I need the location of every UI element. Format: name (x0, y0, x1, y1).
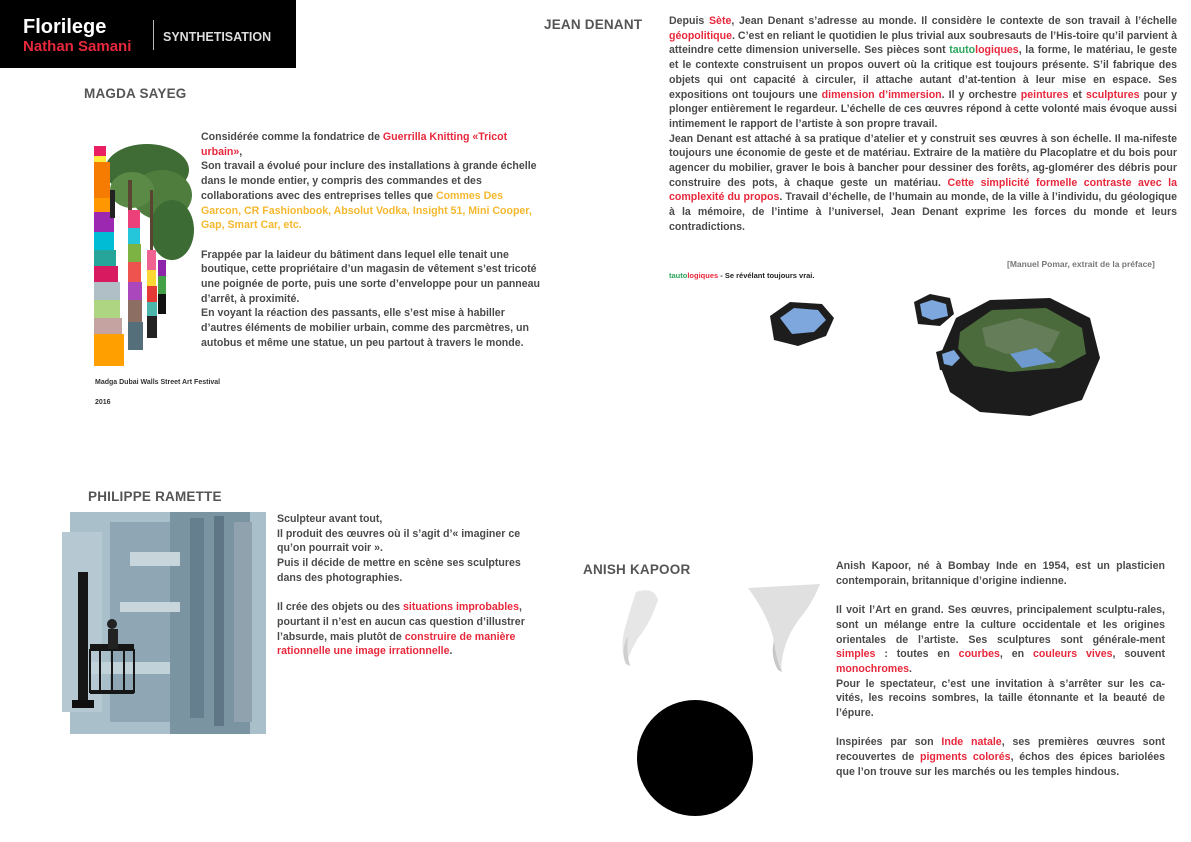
section-label: SYNTHETISATION (163, 30, 272, 44)
anish-p2-text-g: , souvent (1112, 648, 1165, 661)
jean-text-a8: , la forme, le matériau, le geste et le contexte construisent un propos ouvert où la critique est toujours présente. S’il fabrique des objets qui ont capacité à circuler, il attache autant d’at-tention à leur mise en espace. Ses expositions ont toujours une (669, 44, 1177, 101)
philippe-p3-text: Puis il décide de mettre en scène ses sculptures dans des photographies. (277, 557, 521, 584)
anish-text (836, 559, 1165, 780)
magda-p3-text: Frappée par la laideur du bâtiment dans lequel elle tenait une boutique, cette propriétaire d’un magasin de vêtement s’est tricoté une poignée de porte, puis une sorte d’enveloppe pour un panneau d’arrêt, à proximité. (201, 248, 541, 305)
immersion-highlight: dimension d’immersion (821, 88, 942, 101)
philippe-p4-text-e: . (449, 645, 453, 658)
peintures-highlight: peintures (1020, 88, 1069, 101)
author-name: Nathan Samani (23, 38, 132, 55)
jean-text-a1: Depuis (669, 15, 709, 27)
situations-improbables-highlight: situations improbables (403, 601, 519, 614)
magda-caption-year: 2016 (95, 399, 111, 406)
jean-text-a12: et (1068, 88, 1086, 101)
anish-p3-text: Pour le spectateur, c’est une invitation à s’arrêter sur les ca-vités, les recoins sombres, la taille étonnante et la beauté de l’épure. (836, 677, 1165, 720)
magda-p4-text: En voyant la réaction des passants, elle s’est mise à habiller d’autres éléments de mobilier urbain, comme des parcmètres, un autobus et même une statue, un peu partout à travers le monde. (201, 307, 529, 349)
philippe-p4-text-a: Il crée des objets ou des (277, 601, 403, 614)
anish-p1-text: Anish Kapoor, né à Bombay Inde en 1954, est un plasticien contemporain, britannique d’origine indienne. (836, 560, 1165, 587)
magda-caption: Madga Dubai Walls Street Art Festival (95, 379, 221, 386)
anish-p2-text-c: : toutes en (875, 648, 959, 661)
philippe-p2-text: Il produit des œuvres où il s’agit d’« imaginer ce qu’on pourrait voir ». (277, 527, 521, 555)
simplicite-highlight: Cette simplicité formelle contraste avec la complexité du propos (669, 176, 1177, 204)
anish-p2-text-i: . (909, 662, 912, 675)
guerrilla-knitting-highlight: Guerrilla Knitting «Tricot urbain» (201, 131, 508, 158)
tauto-highlight: tauto (949, 44, 976, 57)
courbes-highlight: courbes (958, 648, 1000, 661)
magda-p1-text: Considérée comme la fondatrice de (201, 131, 383, 143)
jean-text (669, 14, 1177, 235)
couleurs-vives-highlight: couleurs vives (1032, 648, 1113, 661)
header-divider (153, 20, 154, 50)
anish-p4-text-e: , échos des épices bariolées que l’on trouve sur les marchés ou les temples hindous. (836, 751, 1165, 778)
construire-highlight: construire de manière rationnelle une image irrationnelle (277, 630, 516, 658)
jean-text-a5: . C’est en reliant le quotidien le plus trivial aux soubresauts de l’His-toire qu’il parvient à atteindre cette dimension universelle. Ses pièces sont (669, 29, 1177, 57)
jean-citation: [Manuel Pomar, extrait de la préface] (1007, 259, 1155, 269)
simples-highlight: simples (836, 648, 876, 661)
sete-highlight: Sète (708, 15, 732, 27)
jean-text-b1: Jean Denant est attaché à sa pratique d’atelier et y construit ses œuvres à son échelle. Il ma-nifeste toujours une économie de geste et de matériau. Extraire de la matière du Placoplatre et du bois pour agencer du mobilier, graver le bois à bancher pour dessiner des forêts, ag-glomérer des débris pour construire des pots, à chaque geste un matériau. (669, 132, 1177, 189)
philippe-text (277, 512, 539, 659)
magda-p2-text: Son travail a évolué pour inclure des installations à grande échelle dans le monde entier, y compris des commandes et des collaborations avec des entreprises telles que (201, 160, 537, 202)
magda-p1-end: , (239, 145, 243, 158)
jean-denant-sculptures-image (760, 288, 1120, 420)
geopolitique-highlight: géopolitique (669, 29, 732, 42)
anish-p4-text-c: , ses premières œuvres sont recouvertes de (836, 736, 1166, 764)
tautologiques-note (669, 271, 814, 280)
inde-natale-highlight: Inde natale (941, 736, 1002, 749)
anish-p2-text: Il voit l’Art en grand. Ses œuvres, principalement sculptu-rales, sont un mélange entre la culture occidentale et les origines orientales de l’artiste. Ses sculptures sont générale-ment (836, 604, 1165, 646)
pigments-colores-highlight: pigments colorés (920, 751, 1011, 764)
brands-highlight: Commes Des Garcon, CR Fashionbook, Absolut Vodka, Insight 51, Mini Cooper, Gap, Smart Car, etc. (201, 189, 532, 232)
anish-p2-text-e: , en (999, 648, 1033, 661)
magda-heading: MAGDA SAYEG (84, 86, 187, 101)
philippe-ramette-photo (50, 512, 266, 734)
knitted-trees-image (92, 140, 196, 372)
magda-text (201, 130, 546, 351)
note-tauto: tauto (669, 271, 688, 280)
philippe-p1-text: Sculpteur avant tout, (277, 513, 383, 525)
jean-text-a10: . Il y orchestre (941, 88, 1021, 101)
anish-kapoor-sculptures-image (606, 580, 830, 820)
jean-text-a3: , Jean Denant s’adresse au monde. Il considère le contexte de son travail à l’échelle (731, 15, 1177, 27)
jean-text-b3: . Travail d’échelle, de l’humain au monde, de la ville à l’individu, du géologique à la mémoire, de l’intime à l’universel, Jean Denant exprime les forces du monde et leurs contradictions. (669, 191, 1177, 233)
jean-text-a14: pour y plonger entièrement le regardeur. L’échelle de ces œuvres répond à cette volonté mais évoque aussi intimement le rapport de l’artiste à son propre travail. (669, 88, 1178, 130)
logiques-highlight: logiques (975, 44, 1019, 57)
philippe-heading: PHILIPPE RAMETTE (88, 489, 222, 504)
sculptures-highlight: sculptures (1085, 88, 1140, 101)
monochromes-highlight: monochromes (836, 662, 909, 675)
document-title: Florilege (23, 16, 107, 38)
anish-p4-text-a: Inspirées par son (836, 736, 942, 749)
anish-heading: ANISH KAPOOR (583, 562, 691, 577)
note-definition: - Se révélant toujours vrai. (718, 271, 815, 280)
jean-heading: JEAN DENANT (544, 17, 643, 32)
note-logiques: logiques (687, 271, 719, 280)
philippe-p4-text-c: , pourtant il n’est en aucun cas question d’illustrer l’absurde, mais plutôt de (277, 601, 525, 643)
